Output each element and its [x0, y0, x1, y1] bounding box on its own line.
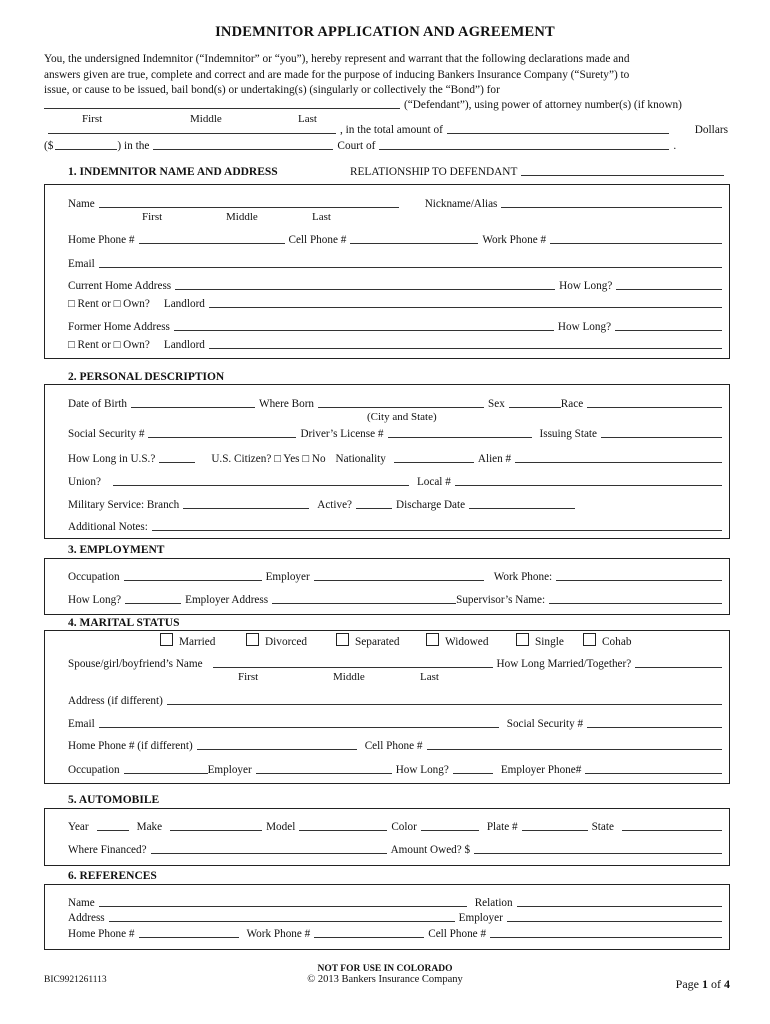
auto-row	[68, 819, 722, 833]
copyright: © 2013 Bankers Insurance Company	[307, 974, 463, 985]
relationship-row	[350, 166, 724, 178]
current-address-row	[68, 278, 722, 292]
amount-words-field[interactable]	[447, 132, 669, 134]
dl-field[interactable]	[388, 436, 532, 438]
widowed-checkbox[interactable]	[426, 633, 439, 646]
page-of: of	[708, 977, 724, 991]
section-5-box	[44, 808, 730, 866]
ssn-row	[68, 426, 722, 440]
spouse-employer-label: Employer	[207, 764, 252, 776]
defendant-last-label: Last	[298, 113, 317, 125]
how-long-married-field[interactable]	[635, 666, 722, 668]
section-1-heading: 1. INDEMNITOR NAME AND ADDRESS	[68, 166, 278, 178]
spouse-employer-phone-label: Employer Phone#	[500, 764, 582, 776]
defendant-name-field[interactable]	[44, 107, 400, 109]
status-married[interactable]	[160, 633, 215, 648]
former-landlord-label: Landlord	[163, 339, 205, 351]
notes-field[interactable]	[152, 529, 722, 531]
employer-label: Employer	[265, 571, 310, 583]
dl-label: Driver’s License #	[300, 428, 384, 440]
model-label: Model	[266, 821, 296, 833]
former-rent-own-checkboxes[interactable]: □ Rent or □ Own?	[68, 339, 150, 351]
nickname-label: Nickname/Alias	[424, 198, 498, 210]
form-title: INDEMNITOR APPLICATION AND AGREEMENT	[215, 24, 555, 40]
employer-field[interactable]	[314, 579, 484, 581]
plate-field[interactable]	[522, 829, 588, 831]
rent-own-checkboxes[interactable]: □ Rent or □ Own?	[68, 298, 150, 310]
supervisor-field[interactable]	[549, 602, 722, 604]
status-widowed[interactable]	[426, 633, 488, 648]
relationship-label: RELATIONSHIP TO DEFENDANT	[350, 166, 518, 178]
power-attorney-field[interactable]	[48, 132, 336, 134]
amount-owed-label: Amount Owed? $	[390, 844, 471, 856]
spouse-employer-field[interactable]	[256, 772, 392, 774]
discharge-field[interactable]	[469, 507, 575, 509]
defendant-row	[44, 99, 728, 111]
dollars-label: Dollars	[694, 124, 728, 136]
active-field[interactable]	[356, 507, 392, 509]
section-6-heading: 6. REFERENCES	[68, 870, 157, 882]
nickname-field[interactable]	[501, 206, 722, 208]
ssn-label: Social Security #	[68, 428, 145, 440]
single-checkbox[interactable]	[516, 633, 529, 646]
how-long-us-field[interactable]	[159, 461, 195, 463]
race-field[interactable]	[587, 406, 722, 408]
section-5-heading: 5. AUTOMOBILE	[68, 794, 160, 806]
spouse-email-row	[68, 716, 722, 730]
spouse-label: Spouse/girl/boyfriend’s Name	[68, 658, 203, 670]
reference-address-field[interactable]	[109, 920, 455, 922]
section-2-heading: 2. PERSONAL DESCRIPTION	[68, 371, 225, 383]
spouse-home-phone-label: Home Phone # (if different)	[68, 740, 193, 752]
reference-name-field[interactable]	[99, 905, 467, 907]
intro-line-2: answers given are true, complete and correct and are made for the purpose of inducing Bankers Insurance Company (“Surety”) to	[44, 68, 630, 81]
employer-address-label: Employer Address	[185, 594, 269, 606]
defendant-label: (“Defendant”), using power of attorney number(s) (if known)	[404, 99, 682, 111]
relation-label: Relation	[474, 897, 513, 909]
section-3-box	[44, 558, 730, 615]
reference-address-row	[68, 910, 722, 924]
where-financed-field[interactable]	[151, 852, 387, 854]
court-name-field[interactable]	[153, 148, 333, 150]
sex-field[interactable]	[509, 406, 561, 408]
ssn-field[interactable]	[148, 436, 296, 438]
separated-label: Separated	[355, 636, 400, 648]
union-row	[68, 474, 722, 488]
reference-name-label: Name	[68, 897, 95, 909]
defendant-middle-label: Middle	[190, 113, 222, 125]
occupation-row	[68, 569, 722, 583]
local-label: Local #	[416, 476, 451, 488]
intro-line-1: You, the undersigned Indemnitor (“Indemnitor” or “you”), hereby represent and warrant that the following declarations made and	[44, 53, 630, 65]
nationality-field[interactable]	[394, 461, 474, 463]
issuing-state-label: Issuing State	[539, 428, 597, 440]
in-the-label: ) in the	[117, 140, 150, 152]
email-label: Email	[68, 258, 95, 270]
employment-how-long-label: How Long?	[68, 594, 122, 606]
current-address-label: Current Home Address	[68, 280, 172, 292]
plate-label: Plate #	[486, 821, 518, 833]
notes-row	[68, 519, 722, 533]
current-how-long-field[interactable]	[616, 288, 722, 290]
employer-address-field[interactable]	[272, 602, 456, 604]
spouse-first-label: First	[238, 671, 259, 683]
relationship-field[interactable]	[521, 174, 724, 176]
landlord-label: Landlord	[163, 298, 205, 310]
citizen-checkboxes[interactable]: U.S. Citizen? □ Yes □ No	[211, 453, 326, 465]
relation-field[interactable]	[517, 905, 722, 907]
spouse-how-long-label: How Long?	[395, 764, 449, 776]
email-row	[68, 256, 722, 270]
work-phone-field[interactable]	[550, 242, 722, 244]
current-landlord-field[interactable]	[209, 306, 722, 308]
spouse-phones-row	[68, 738, 722, 752]
reference-employer-label: Employer	[458, 912, 503, 924]
married-label: Married	[179, 636, 216, 648]
spouse-occupation-field[interactable]	[124, 772, 208, 774]
spouse-ssn-label: Social Security #	[506, 718, 584, 730]
cohab-checkbox[interactable]	[583, 633, 596, 646]
footer-center	[0, 964, 770, 985]
married-checkbox[interactable]	[160, 633, 173, 646]
cohab-label: Cohab	[602, 636, 632, 648]
form-code: BIC9921261113	[44, 975, 107, 985]
active-label: Active?	[317, 499, 353, 511]
reference-work-phone-field[interactable]	[314, 936, 424, 938]
divorced-label: Divorced	[265, 636, 308, 648]
colorado-notice: NOT FOR USE IN COLORADO	[317, 964, 453, 974]
divorced-checkbox[interactable]	[246, 633, 259, 646]
employment-work-phone-label: Work Phone:	[493, 571, 553, 583]
indemnitor-name-field[interactable]	[99, 206, 399, 208]
year-label: Year	[68, 821, 89, 833]
reference-address-label: Address	[68, 912, 105, 924]
home-phone-field[interactable]	[139, 242, 285, 244]
occupation-field[interactable]	[124, 579, 262, 581]
reference-work-phone-label: Work Phone #	[246, 928, 311, 940]
spouse-name-field[interactable]	[213, 666, 493, 668]
reference-home-phone-field[interactable]	[139, 936, 239, 938]
former-address-label: Former Home Address	[68, 321, 170, 333]
cell-phone-field[interactable]	[350, 242, 478, 244]
amount-number-field[interactable]	[55, 148, 117, 150]
sex-label: Sex	[488, 398, 505, 410]
spouse-occupation-row	[68, 762, 722, 776]
dob-field[interactable]	[131, 406, 255, 408]
status-separated[interactable]	[336, 633, 400, 648]
how-long-married-label: How Long Married/Together?	[496, 658, 632, 670]
name-first-label: First	[142, 211, 163, 223]
spouse-address-row	[68, 693, 722, 707]
nationality-label: Nationality	[335, 453, 386, 465]
home-phone-label: Home Phone #	[68, 234, 135, 246]
spouse-address-field[interactable]	[167, 703, 722, 705]
name-last-label: Last	[312, 211, 331, 223]
financed-row	[68, 842, 722, 856]
reference-cell-phone-label: Cell Phone #	[428, 928, 487, 940]
current-address-field[interactable]	[175, 288, 555, 290]
current-landlord-row	[68, 296, 722, 310]
local-field[interactable]	[455, 484, 722, 486]
how-long-label: How Long?	[559, 280, 613, 292]
former-how-long-label: How Long?	[557, 321, 612, 333]
spouse-last-label: Last	[420, 671, 439, 683]
page-number	[676, 977, 730, 992]
city-state-label: (City and State)	[367, 411, 437, 423]
make-field[interactable]	[170, 829, 262, 831]
phones-row	[68, 232, 722, 246]
auto-state-label: State	[591, 821, 614, 833]
cell-phone-label: Cell Phone #	[288, 234, 347, 246]
total-amount-label: , in the total amount of	[340, 124, 443, 136]
issuing-state-field[interactable]	[601, 436, 722, 438]
employer-address-row	[68, 592, 722, 606]
page-prefix: Page	[675, 977, 702, 991]
dollar-sign-label: ($	[44, 140, 54, 152]
single-label: Single	[535, 636, 564, 648]
make-label: Make	[136, 821, 163, 833]
widowed-label: Widowed	[445, 636, 489, 648]
spouse-email-field[interactable]	[99, 726, 499, 728]
employment-work-phone-field[interactable]	[556, 579, 722, 581]
discharge-label: Discharge Date	[396, 499, 466, 511]
reference-home-phone-label: Home Phone #	[68, 928, 135, 940]
intro-paragraph	[44, 52, 728, 99]
spouse-middle-label: Middle	[333, 671, 365, 683]
status-single[interactable]	[516, 633, 564, 648]
work-phone-label: Work Phone #	[482, 234, 547, 246]
reference-phones-row	[68, 926, 722, 940]
military-label: Military Service: Branch	[68, 499, 180, 511]
spouse-occupation-label: Occupation	[68, 764, 120, 776]
dob-label: Date of Birth	[68, 398, 128, 410]
court-of-label: Court of	[337, 140, 376, 152]
supervisor-label: Supervisor’s Name:	[456, 594, 546, 606]
status-divorced[interactable]	[246, 633, 307, 648]
former-address-row	[68, 319, 722, 333]
union-label: Union?	[68, 476, 101, 488]
defendant-first-label: First	[82, 113, 103, 125]
section-4-heading: 4. MARITAL STATUS	[68, 617, 180, 629]
color-label: Color	[391, 821, 417, 833]
auto-state-field[interactable]	[622, 829, 722, 831]
former-how-long-field[interactable]	[615, 329, 722, 331]
page-total: 4	[724, 977, 730, 991]
spouse-address-label: Address (if different)	[68, 695, 163, 707]
notes-label: Additional Notes:	[68, 521, 148, 533]
separated-checkbox[interactable]	[336, 633, 349, 646]
union-field[interactable]	[113, 484, 409, 486]
military-branch-field[interactable]	[183, 507, 309, 509]
spouse-cell-phone-field[interactable]	[427, 748, 723, 750]
spouse-ssn-field[interactable]	[587, 726, 722, 728]
section-3-heading: 3. EMPLOYMENT	[68, 544, 165, 556]
indemnitor-name-row	[68, 196, 722, 210]
occupation-label: Occupation	[68, 571, 120, 583]
court-row	[44, 140, 728, 152]
court-location-field[interactable]	[379, 148, 669, 150]
former-landlord-row	[68, 337, 722, 351]
spouse-how-long-field[interactable]	[453, 772, 493, 774]
spouse-cell-phone-label: Cell Phone #	[364, 740, 423, 752]
race-label: Race	[560, 398, 584, 410]
where-born-label: Where Born	[259, 398, 315, 410]
status-cohab[interactable]	[583, 633, 632, 648]
reference-cell-phone-field[interactable]	[490, 936, 722, 938]
email-field[interactable]	[99, 266, 722, 268]
model-field[interactable]	[299, 829, 387, 831]
period-label: .	[673, 140, 677, 152]
where-born-field[interactable]	[318, 406, 484, 408]
spouse-employer-phone-field[interactable]	[585, 772, 722, 774]
military-row	[68, 497, 722, 511]
alien-field[interactable]	[515, 461, 722, 463]
power-attorney-row	[44, 124, 728, 136]
how-long-us-label: How Long in U.S.?	[68, 453, 156, 465]
dob-row	[68, 396, 722, 410]
spouse-row	[68, 656, 722, 670]
reference-name-row	[68, 895, 722, 909]
employment-how-long-field[interactable]	[125, 602, 181, 604]
citizenship-row	[68, 451, 722, 465]
color-field[interactable]	[421, 829, 479, 831]
spouse-home-phone-field[interactable]	[197, 748, 357, 750]
reference-employer-field[interactable]	[507, 920, 722, 922]
section-4-box	[44, 630, 730, 784]
former-landlord-field[interactable]	[209, 347, 722, 349]
spouse-email-label: Email	[68, 718, 95, 730]
former-address-field[interactable]	[174, 329, 554, 331]
page-current: 1	[702, 977, 708, 991]
amount-owed-field[interactable]	[474, 852, 722, 854]
intro-line-3: issue, or cause to be issued, bail bond(s) or undertaking(s) (singularly or collectively the “Bond”) for	[44, 84, 500, 96]
name-label: Name	[68, 198, 95, 210]
alien-label: Alien #	[477, 453, 512, 465]
name-middle-label: Middle	[226, 211, 258, 223]
where-financed-label: Where Financed?	[68, 844, 147, 856]
year-field[interactable]	[97, 829, 129, 831]
